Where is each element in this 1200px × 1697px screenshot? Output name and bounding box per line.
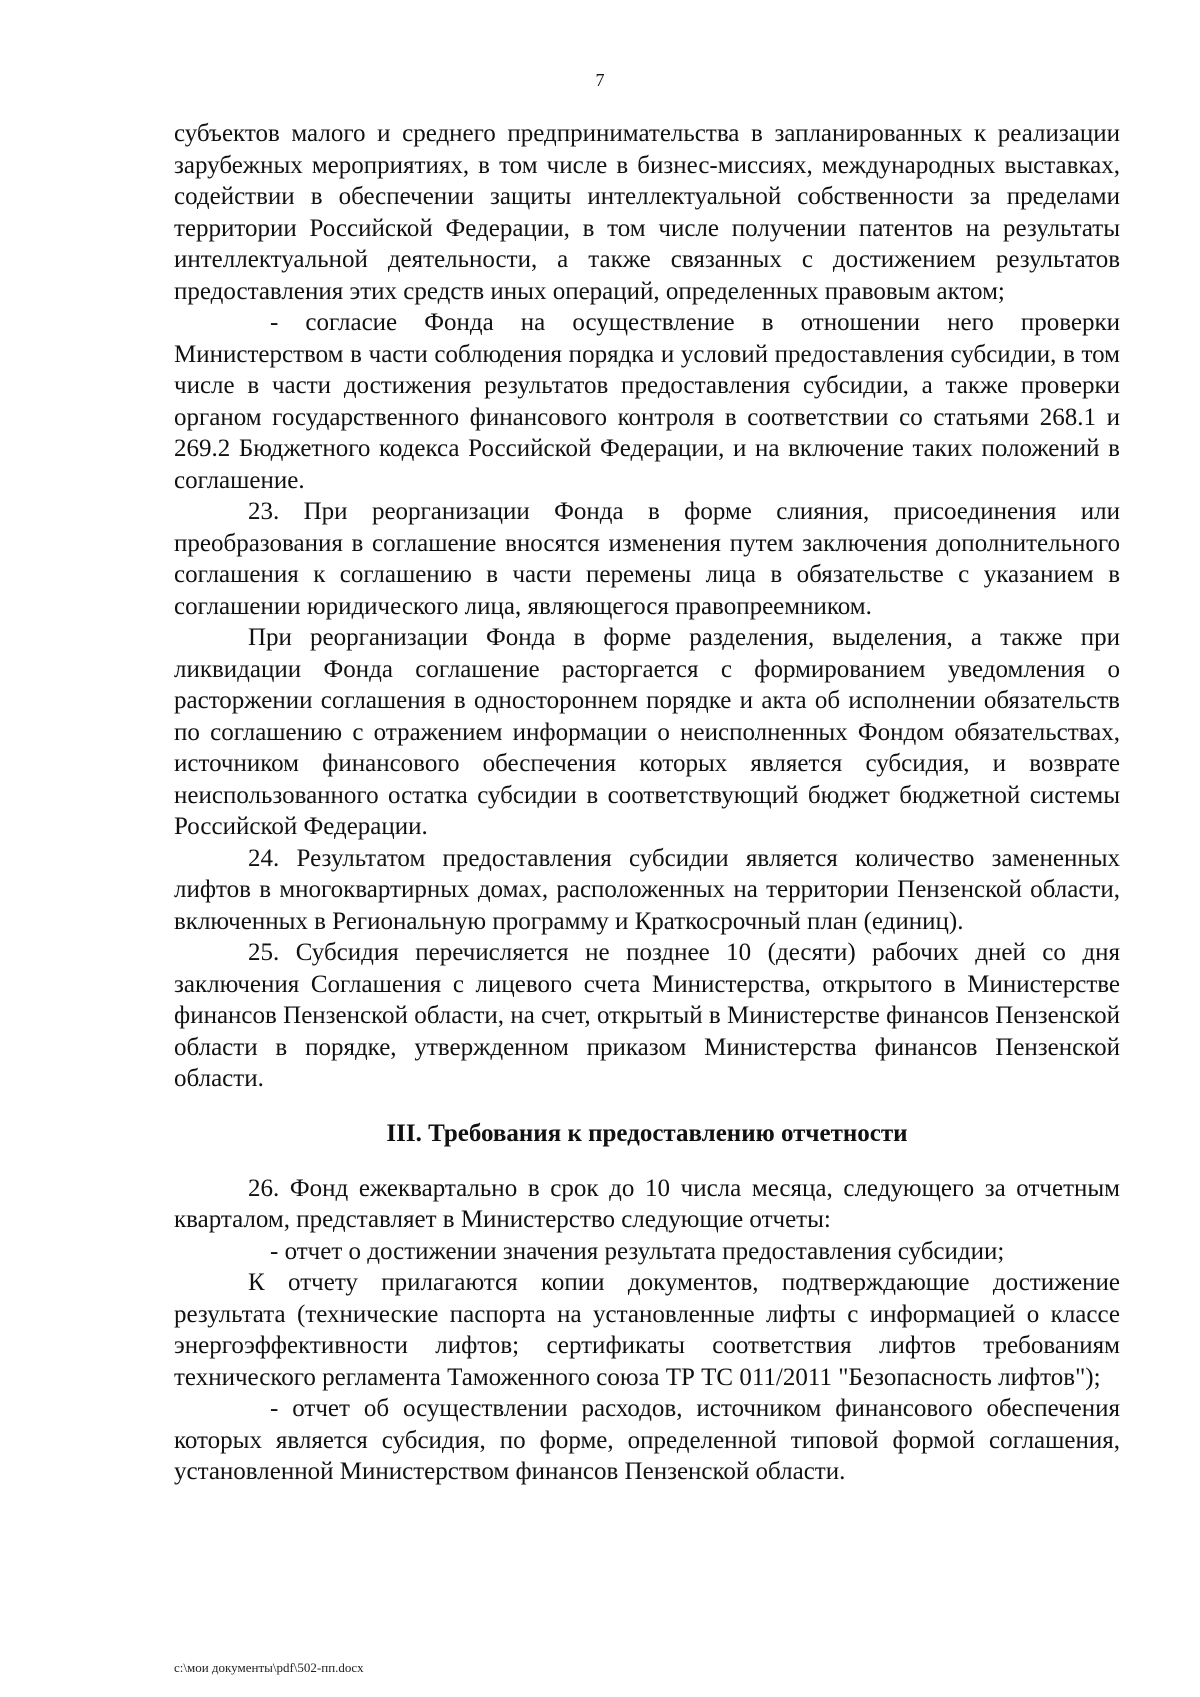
section-heading: III. Требования к предоставлению отчетности	[386, 1119, 908, 1147]
paragraph-26: 26. Фонд ежеквартально в срок до 10 числа месяца, следующего за отчетным кварталом, представляет в Министерство следующие отчеты:	[174, 1174, 1120, 1233]
paragraph-25: 25. Субсидия перечисляется не позднее 10 (десяти) рабочих дней со дня заключения Соглашения с лицевого счета Министерства, открытого в Министерстве финансов Пензенской области, на счет, открытый в Министерстве финансов Пензенской области в порядке, утвержденном приказом Министерства финансов Пензенской области.	[174, 939, 1120, 1092]
paragraph-consent: - согласие Фонда на осуществление в отношении него проверки Министерством в части соблюдения порядка и условий предоставления субсидии, в том числе в части достижения результатов предоставления субсидии, а также проверки органом государственного финансового контроля в соответствии со статьями 268.1 и 269.2 Бюджетного кодекса Российской Федерации, и на включение таких положений в соглашение.	[174, 309, 1120, 494]
paragraph-23: 23. При реорганизации Фонда в форме слияния, присоединения или преобразования в соглашение вносятся изменения путем заключения дополнительного соглашения к соглашению в части перемены лица в обязательстве с указанием в соглашении юридического лица, являющегося правопреемником.	[174, 498, 1120, 620]
paragraph-reorganization: При реорганизации Фонда в форме разделения, выделения, а также при ликвидации Фонда соглашение расторгается с формированием уведомления о расторжении соглашения в одностороннем порядке и акта об исполнении обязательств по соглашению с отражением информации о неисполненных Фондом обязательствах, источником финансового обеспечения которых является субсидия, и возврате неиспользованного остатка субсидии в соответствующий бюджет бюджетной системы Российской Федерации.	[174, 624, 1120, 840]
paragraph-report-result: - отчет о достижении значения результата предоставления субсидии;	[270, 1237, 1005, 1265]
document-body	[174, 118, 1120, 1488]
paragraph-report-expenses: - отчет об осуществлении расходов, источником финансового обеспечения которых является субсидия, по форме, определенной типовой формой соглашения, установленной Министерством финансов Пензенской области.	[174, 1395, 1120, 1485]
footer-file-path: c:\мои документы\pdf\502-пп.docx	[174, 1660, 364, 1675]
paragraph-24: 24. Результатом предоставления субсидии является количество замененных лифтов в многоквартирных домах, расположенных на территории Пензенской области, включенных в Региональную программу и Краткосрочный план (единиц).	[174, 844, 1120, 935]
paragraph-attachments: К отчету прилагаются копии документов, подтверждающие достижение результата (технические паспорта на установленные лифты с информацией о классе энергоэффективности лифтов; сертификаты соответствия лифтов требованиям технического регламента Таможенного союза ТР ТС 011/2011 "Безопасность лифтов");	[174, 1269, 1120, 1391]
paragraph-continuation: субъектов малого и среднего предпринимательства в запланированных к реализации зарубежных мероприятиях, в том числе в бизнес-миссиях, международных выставках, содействии в обеспечении защиты интеллектуальной собственности за пределами территории Российской Федерации, в том числе получении патентов на результаты интеллектуальной деятельности, а также связанных с достижением результатов предоставления этих средств иных операций, определенных правовым актом;	[174, 120, 1120, 305]
page-number: 7	[595, 70, 605, 90]
